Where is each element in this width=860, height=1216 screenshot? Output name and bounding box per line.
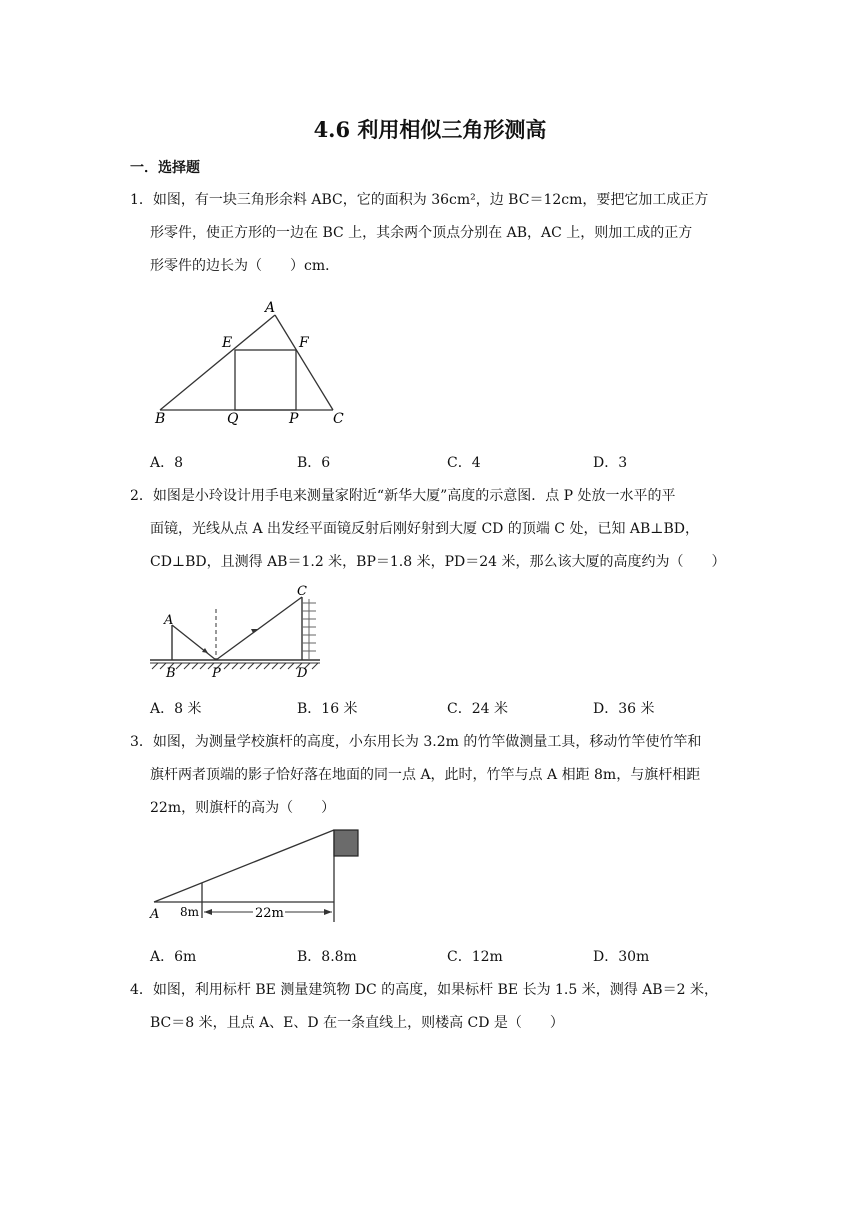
question-line: BC＝8 米，且点 A、E、D 在一条直线上，则楼高 CD 是（ ） xyxy=(150,1015,564,1031)
label-P: P xyxy=(289,411,299,427)
label-A: A xyxy=(150,907,160,922)
choice-d[interactable]: D．36 米 xyxy=(593,701,655,717)
question-number: 3． xyxy=(130,734,153,750)
question-line: 面镜，光线从点 A 出发经平面镜反射后刚好射到大厦 CD 的顶端 C 处，已知 AB⊥BD， xyxy=(150,521,699,537)
question-line: 如图，为测量学校旗杆的高度，小东用长为 3.2m 的竹竿做测量工具，移动竹竿使竹竿和 xyxy=(152,734,702,750)
question-line: 旗杆两者顶端的影子恰好落在地面的同一点 A，此时，竹竿与点 A 相距 8m，与旗杆相距 xyxy=(150,767,701,783)
choice-c[interactable]: C．24 米 xyxy=(447,701,508,717)
page-title: 4.6 利用相似三角形测高 xyxy=(313,117,547,142)
label-B: B xyxy=(155,411,166,427)
label-A: A xyxy=(164,613,174,628)
choice-a[interactable]: A．8 xyxy=(150,455,184,471)
choice-a[interactable]: A．8 米 xyxy=(150,701,202,717)
label-22m: 22m xyxy=(255,906,284,921)
figure-mirror-building xyxy=(150,583,330,687)
question-line: CD⊥BD，且测得 AB＝1.2 米，BP＝1.8 米，PD＝24 米，那么该大厦的高度约为（ ） xyxy=(150,554,726,570)
choice-c[interactable]: C．4 xyxy=(447,455,481,471)
question-line: 22m，则旗杆的高为（ ） xyxy=(150,800,336,816)
question-4 xyxy=(130,974,735,1040)
figure-triangle-square xyxy=(150,295,350,434)
question-line: 如图，有一块三角形余料 ABC，它的面积为 36cm²，边 BC＝12cm，要把它加工成正方 xyxy=(152,192,709,208)
choice-b[interactable]: B．16 米 xyxy=(297,701,358,717)
choice-b[interactable]: B．6 xyxy=(297,455,331,471)
section-heading: 一．选择题 xyxy=(130,160,200,176)
label-P: P xyxy=(212,666,221,681)
question-number: 4． xyxy=(130,982,153,998)
label-E: E xyxy=(222,335,233,351)
question-2 xyxy=(130,480,735,579)
choice-d[interactable]: D．3 xyxy=(593,455,628,471)
label-B: B xyxy=(166,666,176,681)
question-number: 1． xyxy=(130,192,153,208)
label-D: D xyxy=(297,666,308,681)
question-line: 形零件，使正方形的一边在 BC 上，其余两个顶点分别在 AB，AC 上，则加工成的正方 xyxy=(150,225,693,241)
label-F: F xyxy=(299,335,309,351)
question-line: 形零件的边长为（ ）cm． xyxy=(150,258,340,274)
question-1 xyxy=(130,184,735,283)
question-3 xyxy=(130,726,735,825)
figure-flagpole xyxy=(146,826,366,930)
choice-b[interactable]: B．8.8m xyxy=(297,949,357,965)
label-8m: 8m xyxy=(180,905,200,919)
label-C: C xyxy=(333,411,344,427)
question-line: 如图，利用标杆 BE 测量建筑物 DC 的高度，如果标杆 BE 长为 1.5 米，测得 AB＝2 米， xyxy=(152,982,718,998)
label-C: C xyxy=(297,584,307,599)
choice-d[interactable]: D．30m xyxy=(593,949,650,965)
choice-c[interactable]: C．12m xyxy=(447,949,503,965)
question-line: 如图是小玲设计用手电来测量家附近“新华大厦”高度的示意图．点 P 处放一水平的平 xyxy=(152,488,676,504)
question-number: 2． xyxy=(130,488,153,504)
label-Q: Q xyxy=(227,411,239,427)
choice-a[interactable]: A．6m xyxy=(150,949,197,965)
label-A: A xyxy=(265,300,276,316)
